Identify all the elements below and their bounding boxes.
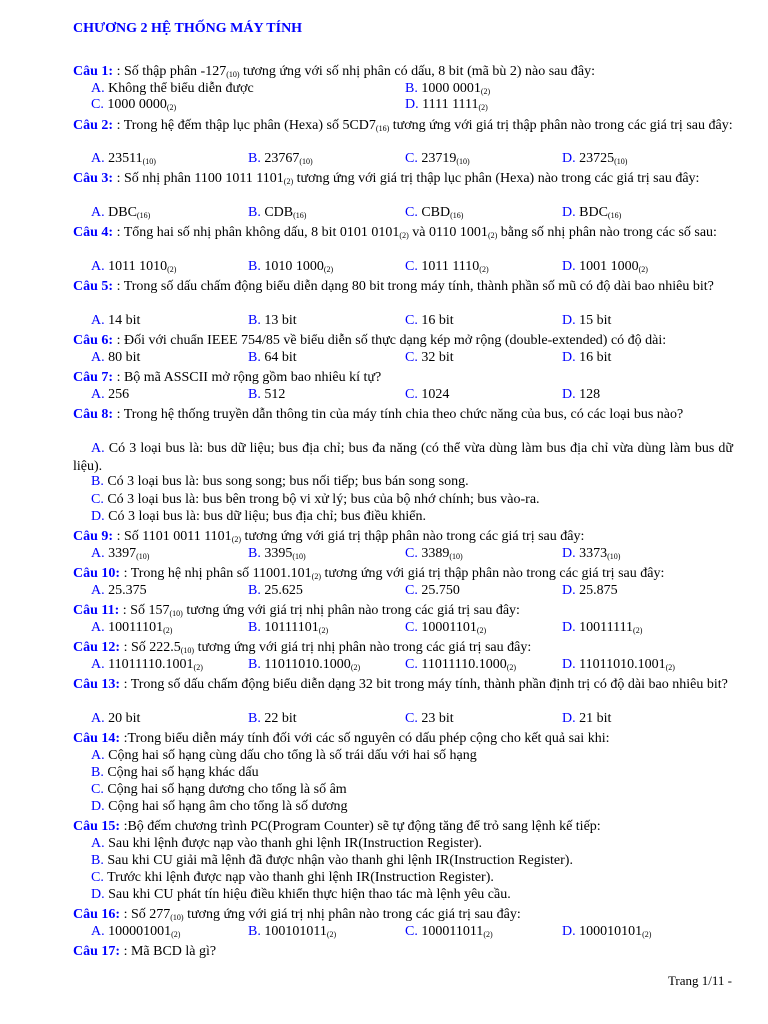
option-letter: A. <box>91 81 105 96</box>
question-6 <box>73 332 733 350</box>
option-text: 1010 1000 <box>264 259 324 274</box>
option-c <box>405 204 463 222</box>
subscript: (2) <box>231 535 242 544</box>
question-5 <box>73 278 733 296</box>
option-text: Có 3 loại bus là: bus song song; bus nối tiếp; bus bán song song. <box>107 474 469 489</box>
option-letter: B. <box>248 205 261 220</box>
option-letter: B. <box>248 924 261 939</box>
question-text: : Tổng hai số nhị phân không dấu, 8 bit 0101 0101 <box>113 225 400 240</box>
question-7 <box>73 369 733 387</box>
option-b <box>91 764 259 782</box>
option-d <box>562 312 611 330</box>
option-text: 11011010.1001 <box>579 657 666 672</box>
option-text: 21 bit <box>579 711 612 726</box>
subscript: (2) <box>166 103 177 112</box>
subscript: (2) <box>642 930 652 939</box>
question-text: tương ứng với giá trị thập phân nào trong các giá trị sau đây: <box>389 118 733 133</box>
subscript: (2) <box>479 265 489 274</box>
option-text: 23725 <box>579 151 615 166</box>
option-letter: D. <box>562 546 576 561</box>
option-letter: D. <box>91 509 105 524</box>
option-b <box>248 386 285 404</box>
question-label: Câu 1: <box>73 64 114 79</box>
option-letter: A. <box>91 657 105 672</box>
option-text: 80 bit <box>108 350 141 365</box>
option-text: 1000 0000 <box>107 97 167 112</box>
subscript: (2) <box>478 103 488 112</box>
page-number: Trang 1/11 - <box>667 973 732 988</box>
option-text: 15 bit <box>579 313 612 328</box>
question-label: Câu 7: <box>73 370 114 385</box>
option-a <box>91 545 149 563</box>
question-label: Câu 10: <box>73 566 121 581</box>
option-text: 64 bit <box>264 350 297 365</box>
subscript: (2) <box>323 265 334 274</box>
question-text: : Trong hệ nhị phân số 11001.101 <box>120 566 312 581</box>
subscript: (2) <box>638 265 648 274</box>
question-label: Câu 5: <box>73 279 114 294</box>
question-text: :Trong biểu diễn máy tính đối với các số nguyên có dấu phép cộng cho kết quả sai khi: <box>120 731 610 746</box>
option-letter: A. <box>91 313 105 328</box>
option-a <box>91 619 172 637</box>
option-text: 100001001 <box>108 924 172 939</box>
option-text: DBC <box>108 205 137 220</box>
option-letter: D. <box>91 887 105 902</box>
option-letter: A. <box>91 924 105 939</box>
option-letter: B. <box>248 313 261 328</box>
option-letter: A. <box>91 151 105 166</box>
option-c <box>91 96 176 114</box>
option-letter: A. <box>91 259 105 274</box>
option-b <box>248 258 333 276</box>
question-text: tương ứng với giá trị thập lục phân (Hexa) nào trong các giá trị sau đây: <box>293 171 700 186</box>
option-letter: D. <box>562 350 576 365</box>
option-c <box>405 349 454 367</box>
subscript: (2) <box>487 231 498 240</box>
option-c <box>405 923 493 941</box>
option-text: 25.625 <box>264 583 303 598</box>
option-a <box>91 204 150 222</box>
question-text: :Bộ đếm chương trình PC(Program Counter) sẽ tự động tăng để trỏ sang lệnh kế tiếp: <box>120 819 601 834</box>
question-label: Câu 17: <box>73 944 121 959</box>
subscript: (2) <box>283 177 294 186</box>
option-text: 23719 <box>421 151 457 166</box>
question-text: : Số 1101 0011 1101 <box>113 529 232 544</box>
question-11 <box>73 602 733 620</box>
option-letter: B. <box>248 620 261 635</box>
question-1 <box>73 63 733 81</box>
option-letter: A. <box>91 350 105 365</box>
option-letter: C. <box>91 782 104 797</box>
option-c <box>405 582 460 600</box>
option-c <box>405 150 470 168</box>
option-letter: A. <box>91 836 105 851</box>
option-letter: B. <box>91 474 104 489</box>
option-letter: B. <box>248 151 261 166</box>
subscript: (10) <box>142 157 156 166</box>
question-2 <box>73 117 733 135</box>
option-letter: A. <box>91 441 105 456</box>
option-letter: B. <box>405 81 418 96</box>
option-d <box>91 508 426 526</box>
option-c <box>405 710 454 728</box>
option-d <box>562 258 648 276</box>
subscript: (10) <box>456 157 470 166</box>
option-letter: C. <box>91 492 104 507</box>
subscript: (10) <box>449 552 463 561</box>
option-b <box>248 923 336 941</box>
option-text: Sau khi lệnh được nạp vào thanh ghi lệnh IR(Instruction Register). <box>108 836 482 851</box>
option-text: BDC <box>579 205 608 220</box>
subscript: (10) <box>169 609 183 618</box>
question-text: : Đối với chuẩn IEEE 754/85 về biểu diễn số thực dạng kép mở rộng (double-extended) có độ dài: <box>113 333 667 348</box>
question-14 <box>73 730 733 748</box>
subscript: (2) <box>163 626 173 635</box>
subscript: (10) <box>607 552 621 561</box>
option-text: 128 <box>579 387 601 402</box>
question-label: Câu 16: <box>73 907 121 922</box>
option-text: 11011010.1000 <box>264 657 351 672</box>
option-text: 10011111 <box>579 620 634 635</box>
option-letter: B. <box>248 711 261 726</box>
subscript: (2) <box>350 663 361 672</box>
question-label: Câu 9: <box>73 529 114 544</box>
option-text: 512 <box>264 387 286 402</box>
option-text: 1024 <box>421 387 450 402</box>
option-letter: C. <box>405 350 418 365</box>
question-label: Câu 14: <box>73 731 121 746</box>
option-letter: B. <box>248 583 261 598</box>
option-letter: B. <box>248 546 261 561</box>
option-c <box>91 869 494 887</box>
option-letter: D. <box>562 387 576 402</box>
subscript: (2) <box>633 626 643 635</box>
subscript: (10) <box>614 157 628 166</box>
subscript: (10) <box>170 913 184 922</box>
option-text: 16 bit <box>421 313 454 328</box>
option-letter: C. <box>405 387 418 402</box>
option-text: 1011 1010 <box>108 259 168 274</box>
option-d <box>562 656 675 674</box>
option-text: CDB <box>264 205 294 220</box>
option-d <box>562 619 642 637</box>
subscript: (16) <box>136 211 151 220</box>
option-letter: D. <box>562 151 576 166</box>
subscript: (2) <box>167 265 177 274</box>
option-a <box>73 440 733 475</box>
option-d <box>562 349 611 367</box>
option-letter: C. <box>91 97 104 112</box>
option-letter: C. <box>405 546 418 561</box>
option-text: 3389 <box>421 546 450 561</box>
subscript: (2) <box>311 572 321 581</box>
option-a <box>91 258 176 276</box>
option-text: 100011011 <box>421 924 484 939</box>
option-letter: C. <box>405 924 418 939</box>
option-d <box>562 150 627 168</box>
option-b <box>248 150 313 168</box>
option-letter: C. <box>405 205 418 220</box>
option-text: 16 bit <box>579 350 612 365</box>
option-b <box>248 349 297 367</box>
option-text: Sau khi CU phát tín hiệu điều khiển thực hiện thao tác mà lệnh yêu cầu. <box>108 887 511 902</box>
option-a <box>91 80 254 98</box>
option-a <box>91 582 147 600</box>
option-d <box>91 798 347 816</box>
subscript: (16) <box>375 124 390 133</box>
question-text: : Số 157 <box>119 603 170 618</box>
question-text: tương ứng với giá trị thập phân nào trong các giá trị sau đây: <box>241 529 585 544</box>
subscript: (10) <box>136 552 150 561</box>
option-letter: D. <box>562 583 576 598</box>
question-text: : Trong hệ thống truyền dẫn thông tin của máy tính chia theo chức năng của bus, có các loại bus nào? <box>113 407 684 422</box>
question-text: tương ứng với giá trị nhị phân nào trong các giá trị sau đây: <box>183 907 521 922</box>
option-letter: C. <box>405 259 418 274</box>
subscript: (10) <box>292 552 306 561</box>
option-b <box>248 545 306 563</box>
subscript: (16) <box>450 211 464 220</box>
option-letter: A. <box>91 748 105 763</box>
option-b <box>248 582 303 600</box>
option-text: 22 bit <box>264 711 297 726</box>
option-d <box>405 96 488 114</box>
question-text: tương ứng với giá trị nhị phân nào trong các giá trị sau đây: <box>182 603 520 618</box>
option-letter: B. <box>248 350 261 365</box>
subscript: (2) <box>476 626 487 635</box>
option-letter: D. <box>405 97 419 112</box>
option-text: 23511 <box>108 151 143 166</box>
question-13 <box>73 676 733 694</box>
option-b <box>248 204 306 222</box>
option-text: Cộng hai số hạng dương cho tổng là số âm <box>107 782 347 797</box>
question-text: : Trong số dấu chấm động biểu diễn dạng 80 bit trong máy tính, thành phần số mũ có độ dài bao nhiêu bit? <box>113 279 714 294</box>
option-b <box>248 656 360 674</box>
subscript: (10) <box>226 70 240 79</box>
question-17 <box>73 943 733 961</box>
subscript: (16) <box>607 211 622 220</box>
option-letter: D. <box>562 620 576 635</box>
option-a <box>91 835 482 853</box>
option-text: 10011101 <box>108 620 164 635</box>
option-letter: C. <box>91 870 104 885</box>
question-16 <box>73 906 733 924</box>
question-text: bằng số nhị phân nào trong các số sau: <box>497 225 717 240</box>
option-letter: B. <box>91 765 104 780</box>
question-label: Câu 11: <box>73 603 120 618</box>
option-c <box>405 258 489 276</box>
option-letter: C. <box>405 313 418 328</box>
option-letter: D. <box>562 259 576 274</box>
question-text: : Trong số dấu chấm động biểu diễn dạng 32 bit trong máy tính, thành phần định trị có độ dài bao nhiêu bit? <box>120 677 728 692</box>
option-d <box>562 710 611 728</box>
option-letter: B. <box>248 259 261 274</box>
option-c <box>405 619 486 637</box>
option-text: 3395 <box>264 546 293 561</box>
subscript: (2) <box>171 930 181 939</box>
option-a <box>91 747 477 765</box>
option-letter: C. <box>405 711 418 726</box>
option-text: 256 <box>108 387 130 402</box>
option-text: 100010101 <box>579 924 643 939</box>
question-text: tương ứng với giá trị thập phân nào trong các giá trị sau đây: <box>321 566 665 581</box>
subscript: (2) <box>665 663 675 672</box>
option-text: Không thể biểu diễn được <box>108 81 254 96</box>
option-letter: A. <box>91 711 105 726</box>
option-text: Sau khi CU giải mã lệnh đã được nhận vào thanh ghi lệnh IR(Instruction Register). <box>107 853 573 868</box>
option-letter: D. <box>562 205 576 220</box>
option-letter: D. <box>562 657 576 672</box>
question-label: Câu 4: <box>73 225 114 240</box>
option-c <box>91 781 347 799</box>
question-label: Câu 12: <box>73 640 121 655</box>
option-a <box>91 349 140 367</box>
option-text: 25.375 <box>108 583 147 598</box>
question-text: tương ứng với giá trị nhị phân nào trong các giá trị sau đây: <box>194 640 532 655</box>
option-letter: C. <box>405 657 418 672</box>
question-4 <box>73 224 733 242</box>
option-a <box>91 386 129 404</box>
question-text: : Số thập phân -127 <box>113 64 227 79</box>
option-text: 3397 <box>108 546 137 561</box>
question-12 <box>73 639 733 657</box>
subscript: (10) <box>180 646 195 655</box>
option-text: 13 bit <box>264 313 297 328</box>
option-text: 11011110.1001 <box>108 657 194 672</box>
question-text: : Số 222.5 <box>120 640 181 655</box>
question-label: Câu 13: <box>73 677 121 692</box>
option-text: 3373 <box>579 546 608 561</box>
question-text: : Bộ mã ASSCII mở rộng gồm bao nhiêu kí tự? <box>113 370 382 385</box>
option-text: 1001 1000 <box>579 259 639 274</box>
option-c <box>91 491 540 509</box>
option-a <box>91 710 140 728</box>
option-text: CBD <box>421 205 451 220</box>
chapter-title: CHƯƠNG 2 HỆ THỐNG MÁY TÍNH <box>73 21 303 36</box>
option-text: Cộng hai số hạng khác dấu <box>107 765 259 780</box>
option-letter: A. <box>91 620 105 635</box>
question-text: : Số 277 <box>120 907 171 922</box>
option-a <box>91 312 140 330</box>
subscript: (2) <box>506 663 517 672</box>
option-c <box>405 386 449 404</box>
question-text: : Số nhị phân 1100 1011 1101 <box>113 171 284 186</box>
option-b <box>248 312 297 330</box>
option-text: 32 bit <box>421 350 454 365</box>
option-letter: B. <box>248 387 261 402</box>
question-label: Câu 3: <box>73 171 114 186</box>
option-letter: D. <box>562 924 576 939</box>
option-text: 1011 1110 <box>421 259 480 274</box>
option-d <box>562 204 621 222</box>
question-label: Câu 2: <box>73 118 114 133</box>
subscript: (2) <box>193 663 203 672</box>
option-letter: C. <box>405 620 418 635</box>
question-8 <box>73 406 733 424</box>
option-b <box>248 619 328 637</box>
question-text: tương ứng với số nhị phân có dấu, 8 bit (mã bù 2) nào sau đây: <box>239 64 595 79</box>
option-text: Cộng hai số hạng âm cho tổng là số dương <box>108 799 348 814</box>
subscript: (2) <box>318 626 329 635</box>
option-text: 10001101 <box>421 620 477 635</box>
option-text: Có 3 loại bus là: bus bên trong bộ vi xử lý; bus của bộ nhớ chính; bus vào-ra. <box>107 492 540 507</box>
subscript: (2) <box>483 930 493 939</box>
option-a <box>91 150 156 168</box>
option-letter: B. <box>248 657 261 672</box>
option-text: 20 bit <box>108 711 141 726</box>
question-label: Câu 6: <box>73 333 114 348</box>
option-b <box>248 710 297 728</box>
option-text: Có 3 loại bus là: bus dữ liệu; bus địa chỉ; bus điều khiển. <box>108 509 427 524</box>
option-text: Trước khi lệnh được nạp vào thanh ghi lệnh IR(Instruction Register). <box>107 870 494 885</box>
question-text: và 0110 1001 <box>408 225 488 240</box>
option-letter: C. <box>405 151 418 166</box>
option-b <box>91 473 469 491</box>
option-letter: A. <box>91 546 105 561</box>
option-letter: D. <box>562 313 576 328</box>
subscript: (10) <box>299 157 313 166</box>
subscript: (2) <box>480 87 491 96</box>
option-b <box>91 852 573 870</box>
option-letter: B. <box>91 853 104 868</box>
option-d <box>562 582 618 600</box>
option-a <box>91 923 180 941</box>
option-text: 100101011 <box>264 924 327 939</box>
option-text: 23767 <box>264 151 300 166</box>
option-text: 1000 0001 <box>421 81 481 96</box>
option-b <box>405 80 490 98</box>
option-letter: D. <box>562 711 576 726</box>
option-text: 1111 1111 <box>422 97 479 112</box>
subscript: (2) <box>326 930 337 939</box>
question-label: Câu 15: <box>73 819 121 834</box>
option-letter: A. <box>91 205 105 220</box>
option-text: 11011110.1000 <box>421 657 507 672</box>
option-text: 25.750 <box>421 583 460 598</box>
option-c <box>405 656 516 674</box>
option-text: 25.875 <box>579 583 618 598</box>
subscript: (16) <box>293 211 307 220</box>
option-letter: D. <box>91 799 105 814</box>
question-9 <box>73 528 733 546</box>
question-label: Câu 8: <box>73 407 114 422</box>
option-a <box>91 656 203 674</box>
option-text: Cộng hai số hạng cùng dấu cho tổng là số trái dấu với hai số hạng <box>108 748 477 763</box>
question-3 <box>73 170 733 188</box>
question-15 <box>73 818 733 836</box>
option-d <box>562 923 651 941</box>
option-letter: A. <box>91 583 105 598</box>
option-d <box>562 545 620 563</box>
option-c <box>405 545 463 563</box>
option-d <box>562 386 600 404</box>
question-10 <box>73 565 733 583</box>
question-text: : Trong hệ đếm thập lục phân (Hexa) số 5CD7 <box>113 118 376 133</box>
option-text: 10111101 <box>264 620 319 635</box>
subscript: (2) <box>399 231 409 240</box>
option-c <box>405 312 454 330</box>
option-letter: C. <box>405 583 418 598</box>
option-d <box>91 886 511 904</box>
option-text: Có 3 loại bus là: bus dữ liệu; bus địa chỉ; bus đa năng (có thể vừa dùng làm bus địa chỉ vừa dùng làm bus dữ liệu). <box>73 441 734 474</box>
question-text: : Mã BCD là gì? <box>120 944 217 959</box>
option-text: 14 bit <box>108 313 141 328</box>
option-letter: A. <box>91 387 105 402</box>
option-text: 23 bit <box>421 711 454 726</box>
